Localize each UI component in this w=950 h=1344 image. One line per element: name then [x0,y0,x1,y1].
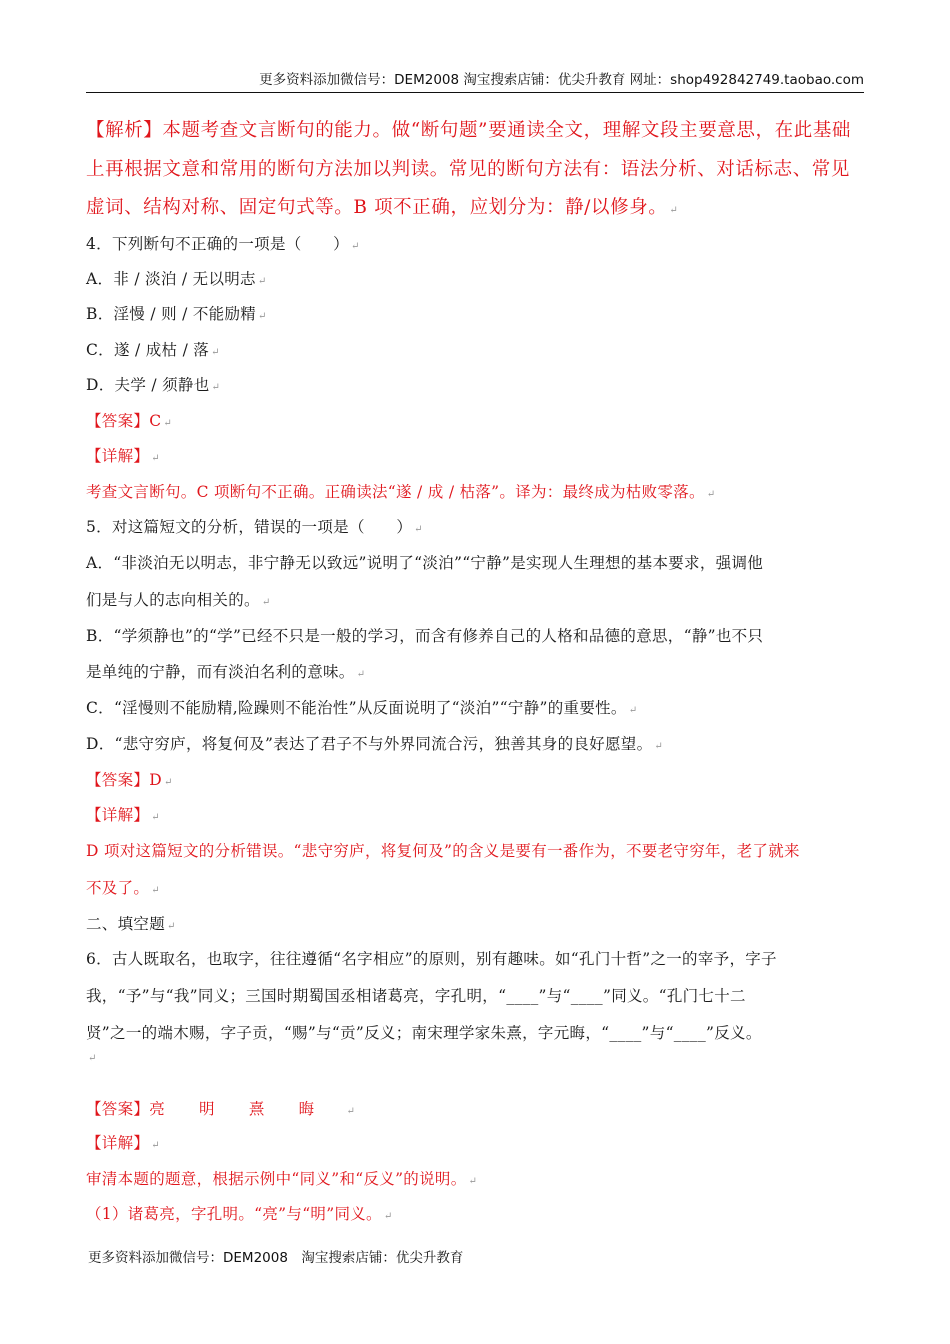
question-4-detail: 考查文言断句。C 项断句不正确。正确读法“遂 / 成 / 枯落”。译为：最终成为枯败零落。 ↵ [86,483,716,501]
analysis-line: 上再根据文意和常用的断句方法加以判读。常见的断句方法有：语法分析、对话标志、常见 [86,159,851,180]
question-5-line: 是单纯的宁静，而有淡泊名利的意味。 ↵ [86,663,366,681]
question-4-option-b: B．淫慢 / 则 / 不能励精 ↵ [86,305,267,323]
question-6-detail: （1）诸葛亮，字孔明。“亮”与“明”同义。 ↵ [86,1205,393,1223]
analysis-line: 虚词、结构对称、固定句式等。B 项不正确，应划分为：静/以修身。 ↵ [86,197,679,218]
question-6-line: 6．古人既取名，也取字，往往遵循“名字相应”的原则，别有趣味。如“孔门十哲”之一的宰予，字子 [86,950,777,968]
question-4-stem: 4．下列断句不正确的一项是（ ） ↵ [86,235,360,253]
question-4-option-a: A．非 / 淡泊 / 无以明志 ↵ [86,270,267,288]
question-4-answer: 【答案】C ↵ [86,412,173,430]
question-5-line: B．“学须静也”的“学”已经不只是一般的学习，而含有修养自己的人格和品德的意思，“静”也不只 [86,627,764,645]
question-6-detail: 审清本题的题意，根据示例中“同义”和“反义”的说明。 ↵ [86,1170,478,1188]
question-5-detail: D 项对这篇短文的分析错误。“悲守穷庐，将复何及”的含义是要有一番作为，不要老守穷年，老了就来 [86,842,800,860]
section-title: 二、填空题 ↵ [86,915,176,933]
question-6-line: 我，“予”与“我”同义；三国时期蜀国丞相诸葛亮，字孔明，“____”与“____”同义。“孔门七十二 [86,987,746,1005]
question-5-detail-label: 【详解】 ↵ [86,806,160,824]
question-6-detail-label: 【详解】 ↵ [86,1134,160,1152]
page-header: 更多资料添加微信号：DEM2008 淘宝搜索店铺：优尖升教育 网址：shop492842749.taobao.com [86,68,864,93]
question-6-line: 贤”之一的端木赐，字子贡，“赐”与“贡”反义；南宋理学家朱熹，字元晦，“____”与“____”反义。 [86,1024,762,1042]
question-5-line: D．“悲守穷庐，将复何及”表达了君子不与外界同流合污，独善其身的良好愿望。 ↵ [86,735,664,753]
analysis-line: 【解析】本题考查文言断句的能力。做“断句题”要通读全文，理解文段主要意思，在此基础 [86,120,852,141]
page-footer: 更多资料添加微信号：DEM2008 淘宝搜索店铺：优尖升教育 [88,1250,464,1266]
question-5-stem: 5．对这篇短文的分析，错误的一项是（ ） ↵ [86,518,423,536]
question-4-option-d: D．夫学 / 须静也 ↵ [86,376,221,394]
question-5-detail: 不及了。 ↵ [86,879,160,897]
question-5-line: C．“淫慢则不能励精,险躁则不能治性”从反面说明了“淡泊”“宁静”的重要性。 ↵ [86,699,638,717]
question-6-answer: 【答案】亮 明 熹 晦 ↵ [86,1100,356,1118]
question-5-answer: 【答案】D ↵ [86,771,173,789]
question-4-option-c: C．遂 / 成枯 / 落 ↵ [86,341,220,359]
question-5-line: A．“非淡泊无以明志，非宁静无以致远”说明了“淡泊”“宁静”是实现人生理想的基本要求，强调他 [86,554,764,572]
question-5-line: 们是与人的志向相关的。 ↵ [86,591,271,609]
paragraph-mark: ↵ [88,1053,97,1064]
question-4-detail-label: 【详解】 ↵ [86,447,160,465]
